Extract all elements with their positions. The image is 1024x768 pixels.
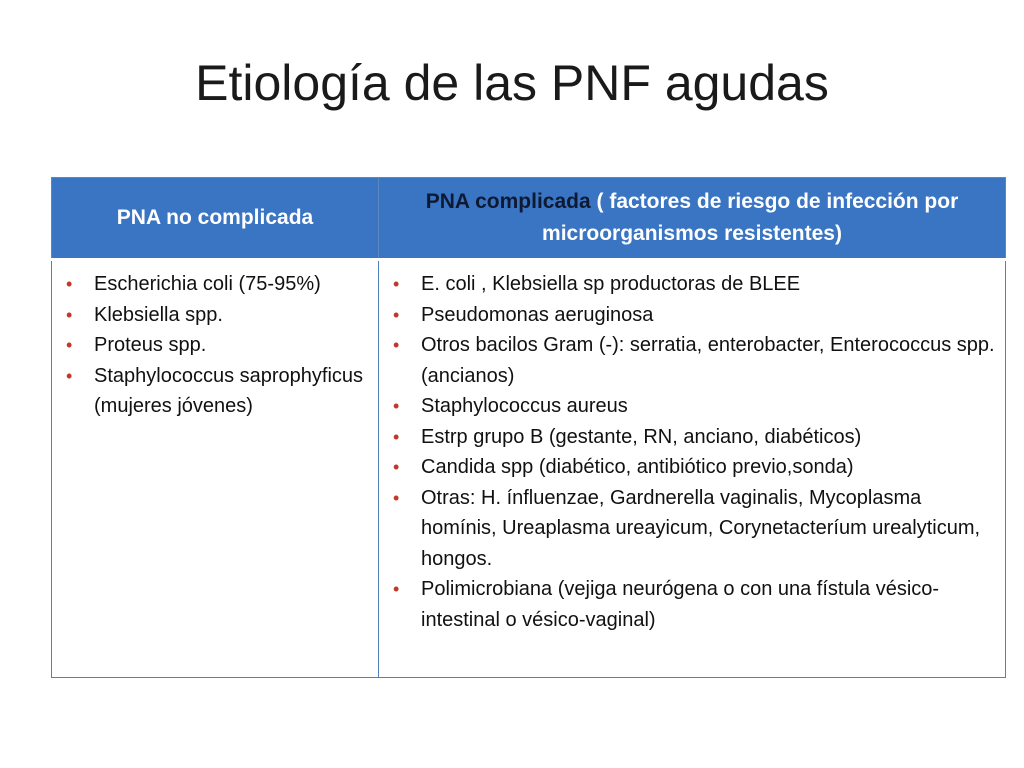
list-item-text: Staphylococcus saprophyficus (mujeres jóvenes) <box>94 364 364 417</box>
list-item <box>391 422 995 453</box>
list-item-text: Staphylococcus aureus <box>421 395 628 417</box>
list-item <box>391 391 995 422</box>
header-complicated-lead: PNA complicada <box>425 190 591 213</box>
list-item-text: Klebsiella spp. <box>94 303 223 326</box>
list-item <box>391 574 995 635</box>
list-item-text: Proteus spp. <box>94 334 207 356</box>
list-item-text: Candida spp (diabético, antibiótico previo,sonda) <box>421 456 854 478</box>
list-item <box>391 483 995 575</box>
list-item-text: Polimicrobiana (vejiga neurógena o con una fístula vésico-intestinal o vésico-vaginal) <box>421 578 940 631</box>
uncomplicated-list <box>64 269 368 422</box>
list-item-text: Otros bacilos Gram (-): serratia, enterobacter, Enterococcus spp. (ancianos) <box>421 334 995 387</box>
list-item-text: Estrp grupo B (gestante, RN, anciano, diabéticos) <box>421 425 862 448</box>
table-header-row <box>52 178 1006 260</box>
cell-complicated <box>379 260 1006 678</box>
bullet-icon: • <box>393 426 400 447</box>
bullet-icon: • <box>393 579 400 599</box>
bullet-icon: • <box>66 335 73 355</box>
bullet-icon: • <box>66 274 73 294</box>
bullet-icon: • <box>393 335 400 355</box>
etiology-table <box>51 177 1006 678</box>
header-uncomplicated-label: PNA no complicada <box>116 206 314 229</box>
bullet-icon: • <box>393 304 400 325</box>
list-item <box>64 330 368 361</box>
bullet-icon: • <box>393 457 400 477</box>
bullet-icon: • <box>393 487 400 508</box>
list-item-text: Escherichia coli (75-95%) <box>94 273 321 295</box>
list-item <box>64 300 368 331</box>
bullet-icon: • <box>66 304 73 325</box>
complicated-list <box>391 269 995 635</box>
header-complicated <box>379 178 1006 260</box>
list-item <box>64 269 368 300</box>
list-item-text: E. coli , Klebsiella sp productoras de BLEE <box>421 273 801 295</box>
bullet-icon: • <box>393 396 400 416</box>
slide-title: Etiología de las PNF agudas <box>195 55 829 111</box>
cell-uncomplicated <box>52 260 379 678</box>
bullet-icon: • <box>66 365 73 386</box>
table-body-row <box>52 260 1006 678</box>
list-item <box>391 330 995 391</box>
header-complicated-rest: ( factores de riesgo de infección por microorganismos resistentes) <box>542 190 959 245</box>
list-item <box>391 300 995 331</box>
list-item <box>64 361 368 422</box>
list-item-text: Pseudomonas aeruginosa <box>421 303 654 326</box>
list-item <box>391 452 995 483</box>
bullet-icon: • <box>393 274 400 294</box>
header-uncomplicated <box>52 178 379 260</box>
list-item <box>391 269 995 300</box>
list-item-text: Otras: H. ínfluenzae, Gardnerella vaginalis, Mycoplasma homínis, Ureaplasma ureayicum, Corynetacteríum urealyticum, hongos. <box>421 486 981 570</box>
